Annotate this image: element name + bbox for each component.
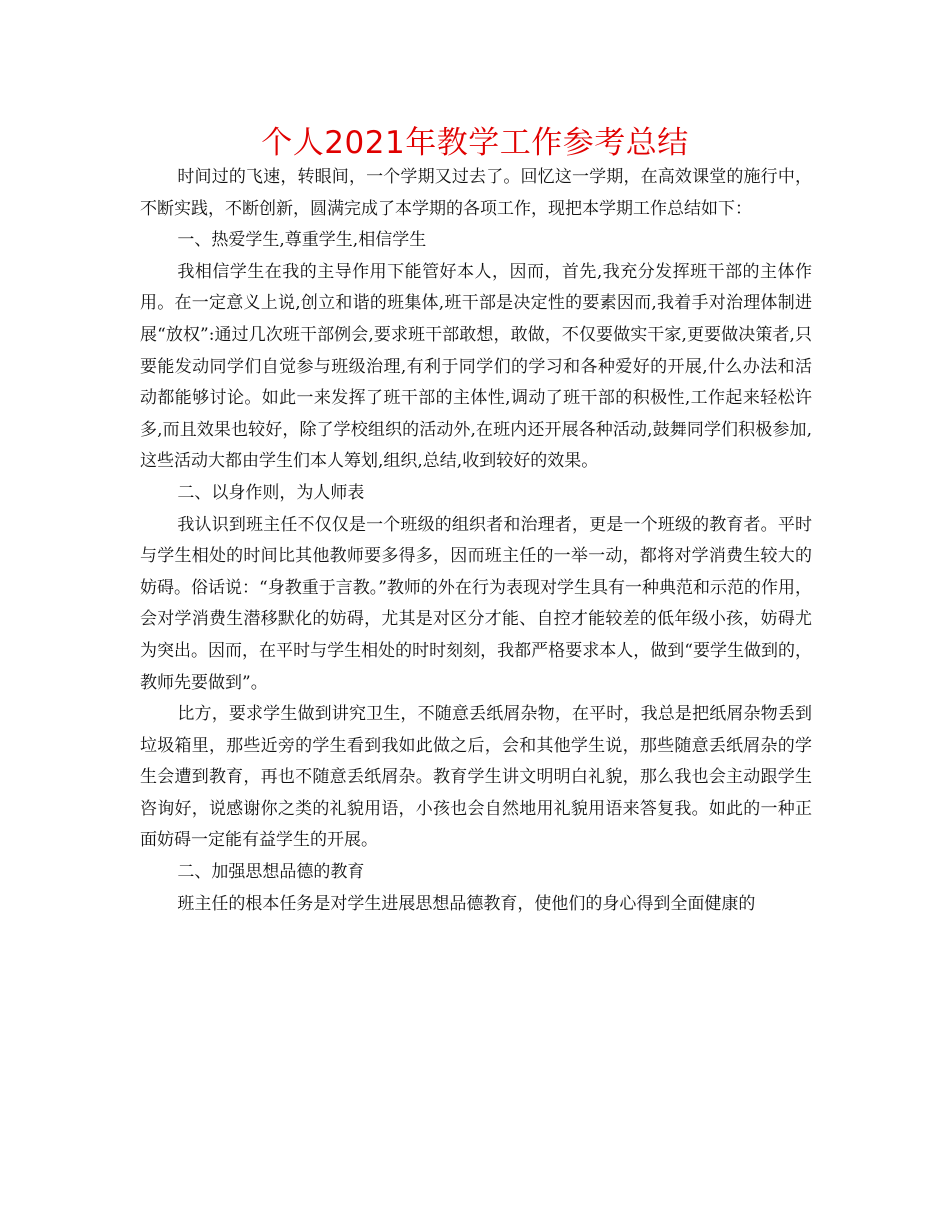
paragraph-section-2: 我认识到班主任不仅仅是一个班级的组织者和治理者，更是一个班级的教育者。平时与学生相处的时间比其他教师要多得多，因而班主任的一举一动，都将对学消费生较大的妨碍。俗话说：“身教重于言教。”教师的外在行为表现对学生具有一种典范和示范的作用，会对学消费生潜移默化的妨碍，尤其是对区分才能、自控才能较差的低年级小孩，妨碍尤为突出。因而，在平时与学生相处的时时刻刻，我都严格要求本人，做到“要学生做到的，教师先要做到”。 <box>140 514 812 693</box>
paragraph-section-1: 我相信学生在我的主导作用下能管好本人，因而，首先,我充分发挥班干部的主体作用。在一定意义上说,创立和谐的班集体,班干部是决定性的要素因而,我着手对治理体制进展“放权”:通过几次班干部例会,要求班干部敢想，敢做，不仅要做实干家,更要做决策者,只要能发动同学们自觉参与班级治理,有利于同学们的学习和各种爱好的开展,什么办法和活动都能够讨论。如此一来发挥了班干部的主体性,调动了班干部的积极性,工作起来轻松许多,而且效果也较好，除了学校组织的活动外,在班内还开展各种活动,鼓舞同学们积极参加,这些活动大都由学生们本人筹划,组织,总结,收到较好的效果。 <box>140 261 812 472</box>
document-body <box>140 162 812 920</box>
section-heading-3: 二、加强思想品德的教育 <box>177 862 365 883</box>
paragraph-section-2-example: 比方，要求学生做到讲究卫生，不随意丢纸屑杂物，在平时，我总是把纸屑杂物丢到垃圾箱里，那些近旁的学生看到我如此做之后，会和其他学生说，那些随意丢纸屑杂的学生会遭到教育，再也不随意丢纸屑杂。教育学生讲文明明白礼貌，那么我也会主动跟学生咨询好，说感谢你之类的礼貌用语，小孩也会自然地用礼貌用语来答复我。如此的一种正面妨碍一定能有益学生的开展。 <box>140 704 812 851</box>
paragraph-intro: 时间过的飞速，转眼间，一个学期又过去了。回忆这一学期，在高效课堂的施行中，不断实践，不断创新，圆满完成了本学期的各项工作，现把本学期工作总结如下： <box>140 167 812 219</box>
document-title: 个人2021年教学工作参考总结 <box>261 125 689 161</box>
section-heading-1: 一、热爱学生,尊重学生,相信学生 <box>177 230 427 251</box>
section-heading-2: 二、以身作则，为人师表 <box>177 482 365 503</box>
paragraph-section-3: 班主任的根本任务是对学生进展思想品德教育，使他们的身心得到全面健康的 <box>177 893 756 914</box>
